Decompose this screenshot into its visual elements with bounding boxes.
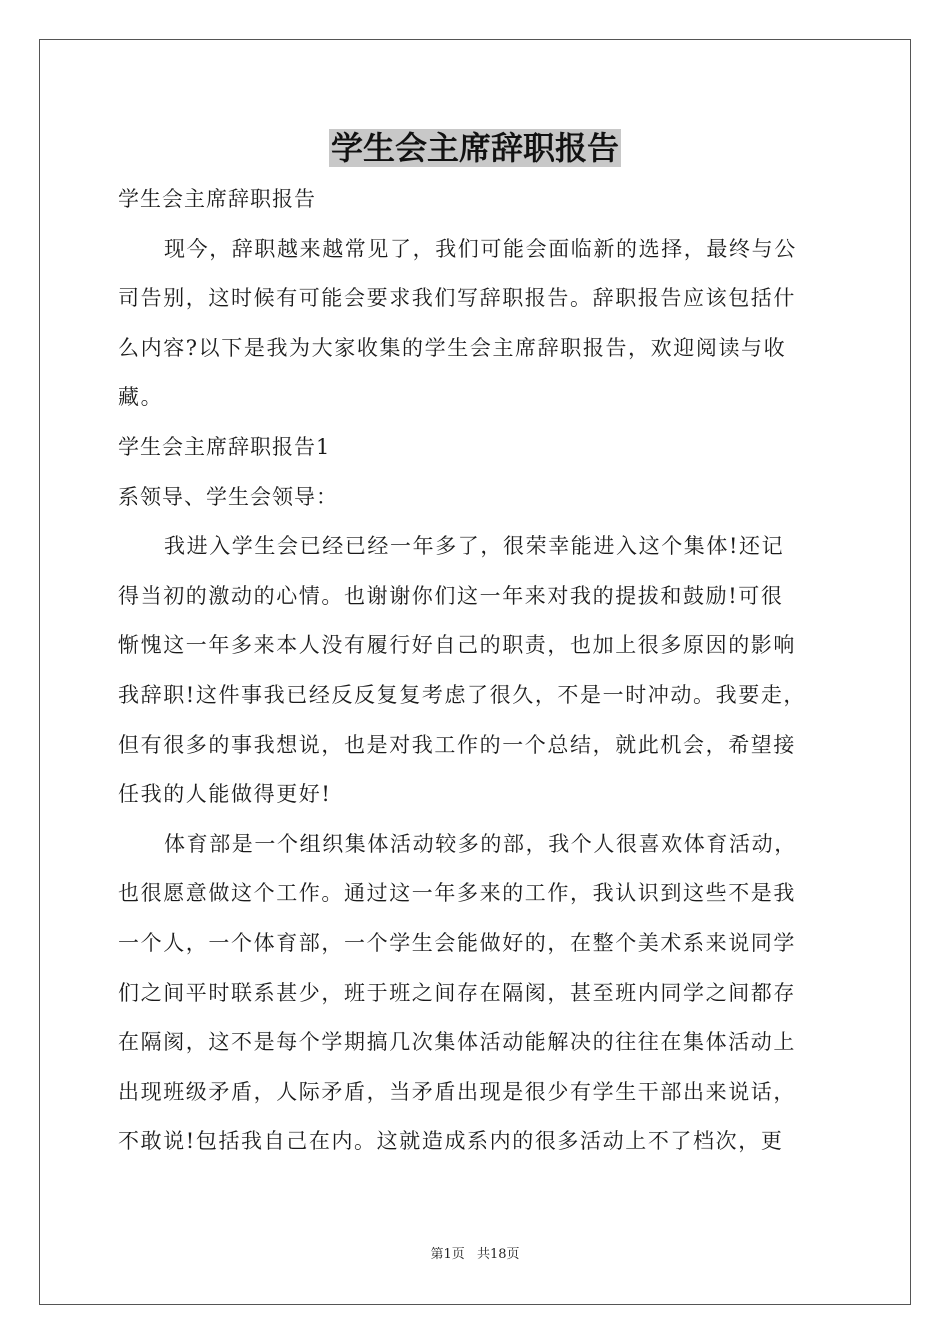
text-line: 不敢说!包括我自己在内。这就造成系内的很多活动上不了档次，更 xyxy=(118,1129,784,1154)
section-heading: 学生会主席辞职报告1 xyxy=(118,434,331,459)
text-line: 一个人，一个体育部，一个学生会能做好的，在整个美术系来说同学 xyxy=(118,930,796,955)
text-line: 们之间平时联系甚少，班于班之间存在隔阂，甚至班内同学之间都存 xyxy=(118,980,796,1005)
text-line: 得当初的激动的心情。也谢谢你们这一年来对我的提拔和鼓励!可很 xyxy=(118,583,784,608)
text-line: 司告别，这时候有可能会要求我们写辞职报告。辞职报告应该包括什 xyxy=(118,286,796,311)
text-line: 么内容?以下是我为大家收集的学生会主席辞职报告，欢迎阅读与收 xyxy=(118,335,787,360)
text-line: 我进入学生会已经已经一年多了，很荣幸能进入这个集体!还记 xyxy=(164,534,785,559)
subtitle-line: 学生会主席辞职报告 xyxy=(118,187,316,211)
document-title xyxy=(0,126,950,170)
text-line: 惭愧这一年多来本人没有履行好自己的职责，也加上很多原因的影响 xyxy=(118,633,796,658)
text-line: 出现班级矛盾，人际矛盾，当矛盾出现是很少有学生干部出来说话， xyxy=(118,1079,796,1104)
text-line: 我辞职!这件事我已经反反复复考虑了很久，不是一时冲动。我要走， xyxy=(118,682,807,707)
text-line: 体育部是一个组织集体活动较多的部，我个人很喜欢体育活动， xyxy=(164,831,797,856)
document-title-text: 学生会主席辞职报告 xyxy=(330,129,619,167)
text-line: 任我的人能做得更好! xyxy=(118,782,332,807)
text-line: 藏。 xyxy=(118,385,164,410)
document-body xyxy=(118,175,834,1167)
page-number: 第1页 xyxy=(430,1247,465,1262)
page-total: 共18页 xyxy=(476,1247,520,1262)
text-line: 现今，辞职越来越常见了，我们可能会面临新的选择，最终与公 xyxy=(164,236,797,261)
salutation-line: 系领导、学生会领导： xyxy=(118,484,338,509)
page-footer xyxy=(0,1246,950,1264)
text-line: 在隔阂，这不是每个学期搞几次集体活动能解决的往往在集体活动上 xyxy=(118,1030,796,1055)
text-line: 但有很多的事我想说，也是对我工作的一个总结，就此机会，希望接 xyxy=(118,732,796,757)
text-line: 也很愿意做这个工作。通过这一年多来的工作，我认识到这些不是我 xyxy=(118,881,796,906)
